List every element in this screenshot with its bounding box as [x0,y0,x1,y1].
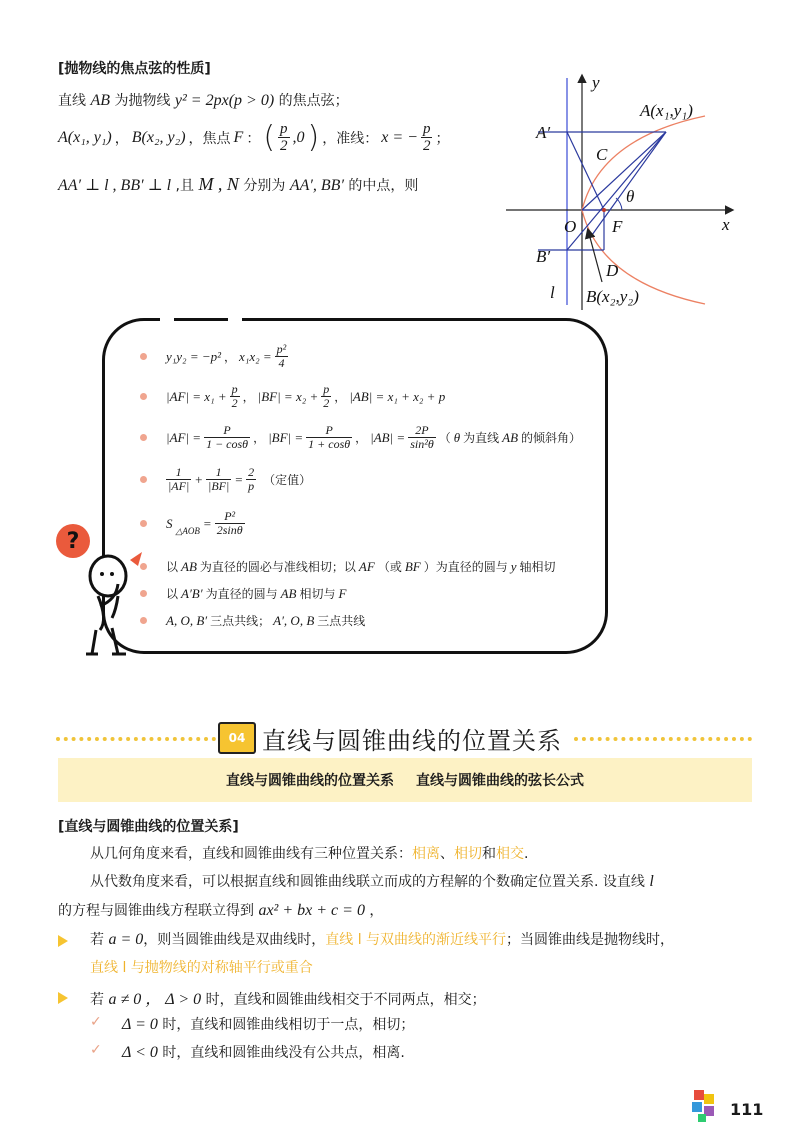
text: ，准线： [322,130,379,147]
math-F: F [233,128,244,146]
bullet-case-a-zero-cont [90,957,313,977]
property-item [140,343,288,370]
text: 三点共线 [317,614,366,628]
focus-point [602,208,606,212]
label-Aprime: A′ [536,123,551,142]
text: （定值） [263,473,312,488]
text: ， [334,390,347,405]
fraction: $\frac{\text{p²}}{4}$ [276,342,287,371]
thinking-person-icon [72,550,142,660]
math: AB [502,429,519,445]
property-item [140,558,556,575]
text: 若 [90,992,104,1008]
paragraph-1 [90,843,528,863]
bullet-dot [140,563,147,570]
text: ， [369,903,384,919]
math: A′B′ [181,585,203,601]
math: |AF| = [166,429,202,445]
math: S [166,515,173,531]
highlight: 相离 [412,846,440,862]
math: AB [181,558,197,574]
intro-line-1 [58,90,349,110]
text: 的焦点弦； [278,93,349,109]
property-item [140,510,245,537]
math: y [510,558,517,574]
text: 以 [166,587,179,601]
banner-topic: 直线与圆锥曲线的位置关系 [226,773,394,789]
property-item [140,383,445,410]
paren-close: ) [307,120,320,155]
math: a = 0 [108,931,144,948]
label-theta: θ [626,187,635,206]
label-C: C [596,145,608,164]
paragraph-3 [58,900,383,920]
banner-topic: 直线与圆锥曲线的弦长公式 [416,773,584,789]
math: |AB| = x₁ + x₂ + p [349,388,446,404]
math: y₁y₂ = −p² [166,348,222,364]
math: θ [453,429,461,445]
bullet-dot [140,353,147,360]
math: = [234,471,244,487]
math: AB [280,585,297,601]
bullet-case-a-nonzero [90,986,486,1009]
fraction: $\frac{1}{|AF|}$ [168,465,190,494]
text: ， [114,130,129,147]
label-D: D [606,261,619,280]
directrix-equation: x = − [381,128,418,146]
bullet-dot [140,434,147,441]
math: + [194,471,204,487]
check-icon: ✓ [90,1042,102,1058]
bullet-dot [140,476,147,483]
label-Bprime: B′ [536,247,551,266]
text: 从代数角度来看，可以根据直线和圆锥曲线联立而成的方程解的个数确定位置关系. 设直线 [90,874,645,890]
parabola-equation: y² = 2px(p > 0) [174,92,275,109]
label-O: O [564,217,577,236]
text: ；当圆锥曲线是抛物线时， [506,932,675,948]
bullet-dot [140,393,147,400]
text: ； [435,130,450,147]
label-l: l [550,283,555,302]
math: |BF| = [268,429,304,445]
text: （ [438,431,451,446]
math: |BF| = x₂ + [257,388,319,404]
highlight: 直线 l 与双曲线的渐近线平行 [325,932,507,948]
text: ，则当圆锥曲线是双曲线时， [143,932,326,948]
text: ，焦点 [188,130,231,147]
text: （或 [377,560,402,574]
math-AAprime-BBprime: AA′, BB′ [289,177,344,194]
label-y: y [592,73,600,92]
math-subscript: △AOB [175,526,200,537]
text: 为直线 [463,431,500,446]
property-item [140,424,581,451]
fraction-p-over-2: $\frac{p}{2}$ [280,120,288,154]
text: 从几何角度来看，直线和圆锥曲线有三种位置关系： [90,846,412,862]
subcase-separate [122,1042,405,1062]
text: 的中点，则 [348,178,419,194]
fraction: $\frac{p}{2}$ [323,382,330,411]
highlight: 相切 [454,846,482,862]
text: 若 [90,932,104,948]
math: BF [404,558,421,574]
text: 为直径的圆与 [205,587,278,601]
subsection-heading: [直线与圆锥曲线的位置关系] [58,819,239,835]
quadratic-equation: ax² + bx + c = 0 [258,902,365,919]
pointer-arrow [588,230,602,282]
math: F [338,585,347,601]
math: Δ < 0 [122,1044,158,1061]
fraction: $\frac{P}{1 + \cos\theta}$ [308,423,351,452]
fraction: $\frac{2P}{\text{sin²θ}}$ [410,423,434,452]
text: 轴相切 [519,560,556,574]
math: A, O, B′ [166,612,208,628]
text: 和 [482,846,496,862]
fraction: $\frac{1}{|BF|}$ [208,465,230,494]
bullet-triangle-icon [58,992,68,1004]
page-number: 111 [730,1100,764,1119]
point-B: B(x₂, y₂) [131,128,186,146]
math-perpendicular: AA′ ⊥ l , BB′ ⊥ l [58,177,172,194]
dotted-divider-left [56,737,216,741]
text: 直线 [58,93,86,109]
section-heading-focal-chord: [抛物线的焦点弦的性质] [58,61,211,77]
text: 三点共线； [210,614,271,628]
fraction-p-over-2: $\frac{p}{2}$ [422,120,431,154]
fraction: $\frac{\text{P²}}{2\sin\theta}$ [216,509,243,538]
text: ： [246,130,261,147]
text: 的方程与圆锥曲线方程联立得到 [58,903,254,919]
highlight: 直线 l 与抛物线的对称轴平行或重合 [90,960,313,976]
text: ， [253,431,266,446]
fraction: $\frac{p}{2}$ [231,382,238,411]
text: 以 [166,560,179,574]
parabola-figure [500,70,740,320]
text: 相切与 [299,587,336,601]
text: 时，直线和圆锥曲线相切于一点，相切； [162,1017,415,1033]
check-icon: ✓ [90,1014,102,1030]
property-item [140,585,346,602]
section-number-badge: 04 [218,722,256,754]
paragraph-2 [90,871,654,891]
math-MN: M , N [198,174,239,194]
box-border-gap [160,312,174,324]
property-item [140,466,311,493]
text: 分别为 [243,178,286,194]
text: ）为直径的圆与 [423,560,508,574]
bullet-dot [140,520,147,527]
box-border-gap [228,312,242,324]
publisher-logo-icon [690,1088,720,1124]
label-F: F [612,217,623,236]
property-item [140,612,365,629]
text: ， [355,431,368,446]
text: . [524,846,529,862]
math: a ≠ 0 ， Δ > 0 [108,991,202,1008]
bullet-triangle-icon [58,935,68,947]
text: 为抛物线 [114,93,171,109]
bullet-case-a-zero [90,929,674,949]
dotted-divider-right [574,737,752,741]
fraction: $\frac{P}{1 - \cos\theta}$ [206,423,249,452]
math: = [202,515,212,531]
math: |AF| = x₁ + [166,388,227,404]
text: 、 [440,846,454,862]
text: ,且 [175,178,194,194]
section-title: 直线与圆锥曲线的位置关系 [262,727,562,755]
math: Δ = 0 [122,1016,158,1033]
text: ， [242,390,255,405]
highlight: 相交 [496,846,524,862]
bullet-dot [140,617,147,624]
topic-banner [58,758,752,802]
label-A: A(x₁,y₁) [640,101,693,120]
label-x: x [722,215,730,234]
subcase-tangent [122,1014,414,1034]
text: 的倾斜角） [521,431,582,446]
math-AB: AB [90,92,110,109]
text: ， [224,350,237,365]
bullet-dot [140,590,147,597]
math: A′, O, B [273,612,315,628]
paren-open: ( [263,120,276,155]
intro-line-3 [58,174,418,195]
math-l: l [649,873,654,890]
math-focus-y: ,0 [292,128,305,146]
point-A: A(x₁, y₁) [58,128,112,146]
text: 为直径的圆必与准线相切；以 [199,560,356,574]
text: 时，直线和圆锥曲线相交于不同两点，相交； [205,992,486,1008]
math: |AB| = [370,429,406,445]
question-bubble-icon: ? [56,524,90,558]
math: AF [358,558,375,574]
text: 时，直线和圆锥曲线没有公共点，相离. [162,1045,405,1061]
math: x₁x₂ = [239,348,272,364]
intro-line-2 [58,120,449,155]
fraction: $\frac{2}{p}$ [248,465,255,494]
label-B: B(x₂,y₂) [586,287,639,306]
